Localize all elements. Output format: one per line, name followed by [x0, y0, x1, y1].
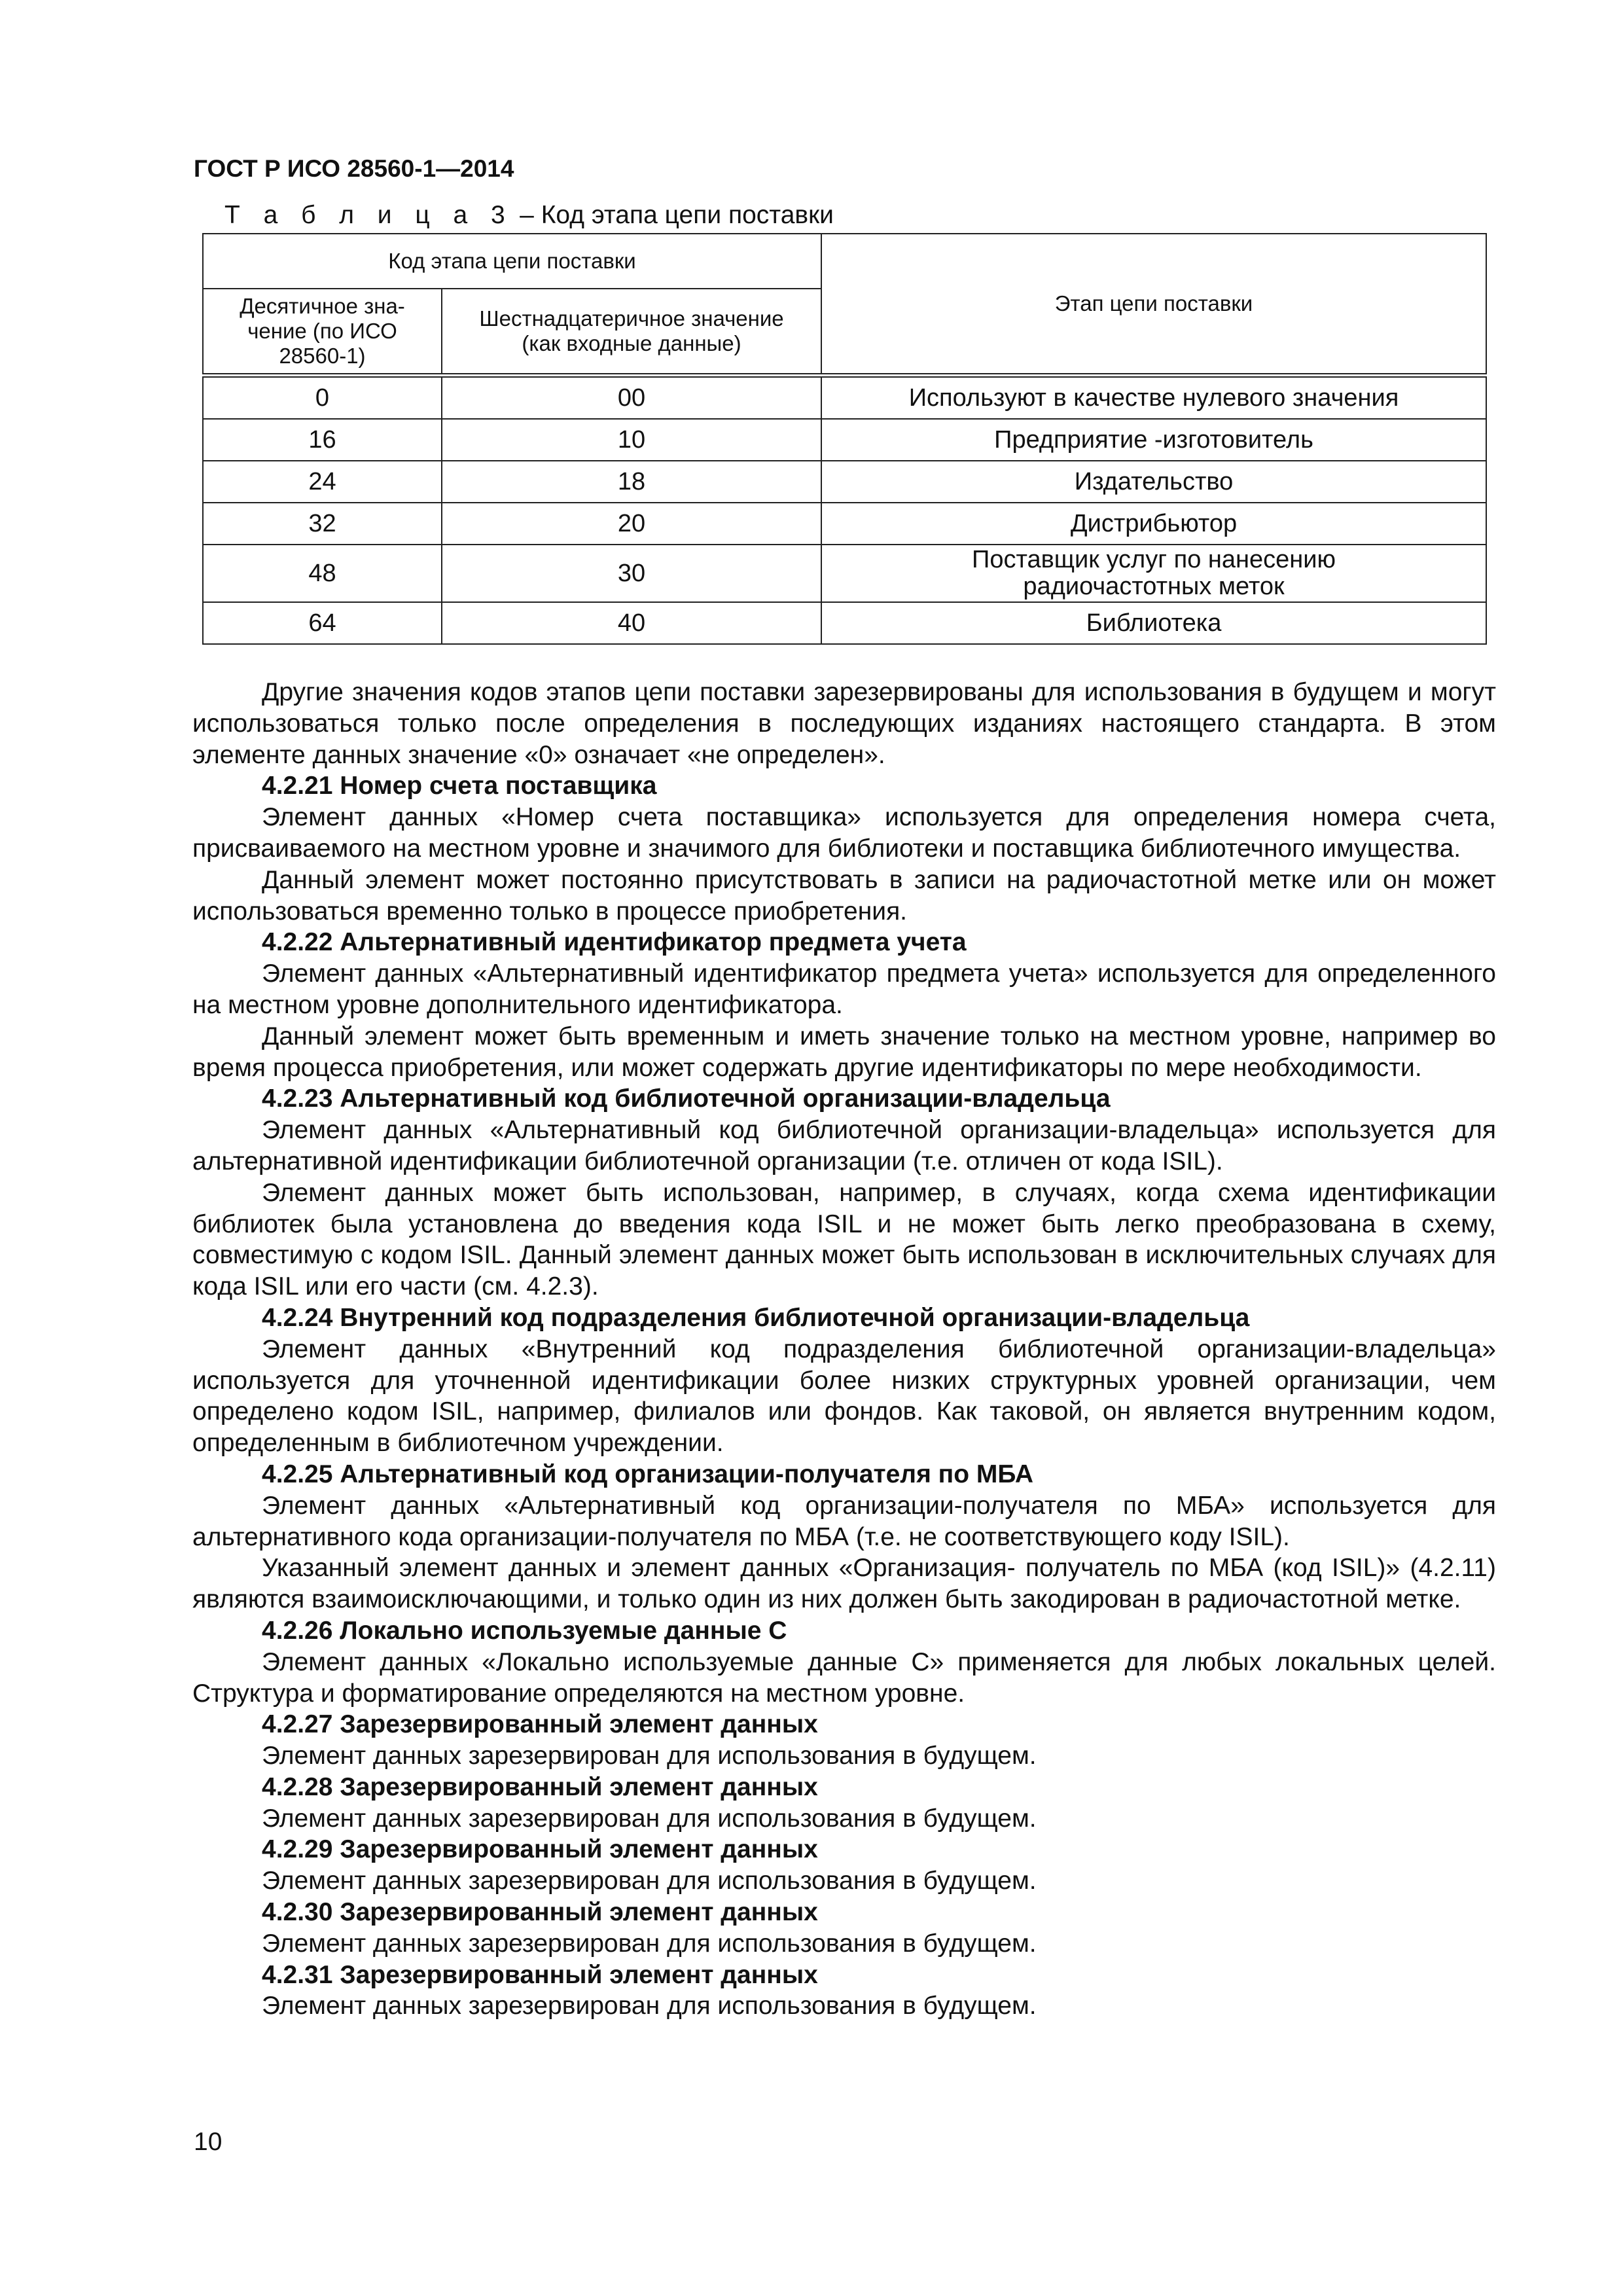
paragraph: Элемент данных «Номер счета поставщика» используется для определения номера счета, присваиваемого на местном уровне и значимого для библиотеки и поставщика библиотечного имущества. — [192, 803, 1496, 863]
table-caption — [224, 200, 834, 230]
paragraph: Другие значения кодов этапов цепи поставки зарезервированы для использования в будущем и могут использоваться только после определения в последующих изданиях настоящего стандарта. В этом элементе данных значение «0» означает «не определен». — [192, 678, 1496, 769]
table-row — [203, 461, 1486, 503]
paragraph: Данный элемент может постоянно присутствовать в записи на радиочастотной метке или он может использоваться временно только в процессе приобретения. — [192, 865, 1496, 925]
paragraph: Элемент данных «Альтернативный код организации-получателя по МБА» используется для альтернативного кода организации-получателя по МБА (т.е. не соответствующего коду ISIL). — [192, 1491, 1496, 1551]
paragraph: Элемент данных зарезервирован для использования в будущем. — [262, 1929, 1037, 1958]
paragraph: Элемент данных может быть использован, например, в случаях, когда схема идентификации библиотек была установлена до введения кода ISIL и не может быть легко преобразована в схему, совместимую с кодом ISIL. Данный элемент данных может быть использован в исключительных случаях для кода ISIL или его части (см. 4.2.3). — [192, 1178, 1496, 1301]
stage-cell: Издательство — [821, 461, 1486, 503]
section-heading: 4.2.24 Внутренний код подразделения библиотечной организации-владельца — [262, 1303, 1250, 1332]
paragraph: Элемент данных зарезервирован для использования в будущем. — [262, 1742, 1037, 1770]
hex-cell: 40 — [442, 602, 821, 644]
table-row — [203, 419, 1486, 461]
header-code-group: Код этапа цепи поставки — [203, 234, 821, 289]
paragraph: Элемент данных зарезервирован для использования в будущем. — [262, 1867, 1037, 1895]
hex-cell: 00 — [442, 376, 821, 420]
stage-cell: Библиотека — [821, 602, 1486, 644]
stage-cell: Предприятие -изготовитель — [821, 419, 1486, 461]
header-stage: Этап цепи поставки — [821, 234, 1486, 376]
section-heading: 4.2.21 Номер счета поставщика — [262, 772, 657, 800]
hex-cell: 30 — [442, 545, 821, 602]
paragraph: Элемент данных зарезервирован для использования в будущем. — [262, 1992, 1037, 2020]
hex-cell: 18 — [442, 461, 821, 503]
table-caption-label: Т а б л и ц а 3 — [224, 201, 514, 229]
table-row — [203, 545, 1486, 602]
section-heading: 4.2.31 Зарезервированный элемент данных — [262, 1960, 818, 1989]
hex-cell: 10 — [442, 419, 821, 461]
section-heading: 4.2.27 Зарезервированный элемент данных — [262, 1710, 818, 1739]
paragraph: Элемент данных «Альтернативный код библиотечной организации-владельца» используется для альтернативной идентификации библиотечной организации (т.е. отличен от кода ISIL). — [192, 1116, 1496, 1175]
header-decimal: Десятичное зна- чение (по ИСО 28560-1) — [203, 289, 442, 376]
hex-cell: 20 — [442, 503, 821, 545]
paragraph: Элемент данных «Локально используемые данные С» применяется для любых локальных целей. Структура и форматирование определяются на местном уровне. — [192, 1647, 1496, 1708]
paragraph: Элемент данных зарезервирован для использования в будущем. — [262, 1804, 1037, 1833]
section-heading: 4.2.25 Альтернативный код организации-получателя по МБА — [262, 1460, 1034, 1488]
table-row — [203, 376, 1486, 420]
section-heading: 4.2.23 Альтернативный код библиотечной организации-владельца — [262, 1085, 1111, 1113]
decimal-cell: 64 — [203, 602, 442, 644]
decimal-cell: 48 — [203, 545, 442, 602]
decimal-cell: 24 — [203, 461, 442, 503]
decimal-cell: 16 — [203, 419, 442, 461]
section-heading: 4.2.28 Зарезервированный элемент данных — [262, 1772, 818, 1801]
section-heading: 4.2.30 Зарезервированный элемент данных — [262, 1898, 818, 1927]
decimal-cell: 32 — [203, 503, 442, 545]
section-heading: 4.2.26 Локально используемые данные С — [262, 1616, 787, 1645]
supply-chain-stage-table — [202, 233, 1487, 645]
table-row — [203, 602, 1486, 644]
document-body — [192, 677, 1496, 2022]
page-number: 10 — [194, 2128, 223, 2156]
section-heading: 4.2.22 Альтернативный идентификатор предмета учета — [262, 928, 967, 957]
table-row — [203, 503, 1486, 545]
document-header: ГОСТ Р ИСО 28560-1—2014 — [194, 155, 514, 182]
table-caption-text: – Код этапа цепи поставки — [520, 201, 834, 229]
stage-cell: Используют в качестве нулевого значения — [821, 376, 1486, 420]
paragraph: Элемент данных «Внутренний код подразделения библиотечной организации-владельца» используется для уточненной идентификации более низких структурных уровней организации, чем определено кодом ISIL, например, филиалов или фондов. Как таковой, он является внутренним кодом, определенным в библиотечном учреждении. — [192, 1335, 1496, 1458]
stage-cell: Поставщик услуг по нанесению радиочастотных меток — [821, 545, 1486, 602]
header-hex: Шестнадцатеричное значение (как входные данные) — [442, 289, 821, 376]
stage-cell: Дистрибьютор — [821, 503, 1486, 545]
decimal-cell: 0 — [203, 376, 442, 420]
section-heading: 4.2.29 Зарезервированный элемент данных — [262, 1835, 818, 1864]
paragraph: Элемент данных «Альтернативный идентификатор предмета учета» используется для определенного на местном уровне дополнительного идентификатора. — [192, 960, 1496, 1019]
paragraph: Указанный элемент данных и элемент данных «Организация- получатель по МБА (код ISIL)» (4.2.11) являются взаимоисключающими, и только один из них должен быть закодирован в радиочастотной метке. — [192, 1554, 1496, 1614]
paragraph: Данный элемент может быть временным и иметь значение только на местном уровне, например во время процесса приобретения, или может содержать другие идентификаторы по мере необходимости. — [192, 1022, 1496, 1082]
